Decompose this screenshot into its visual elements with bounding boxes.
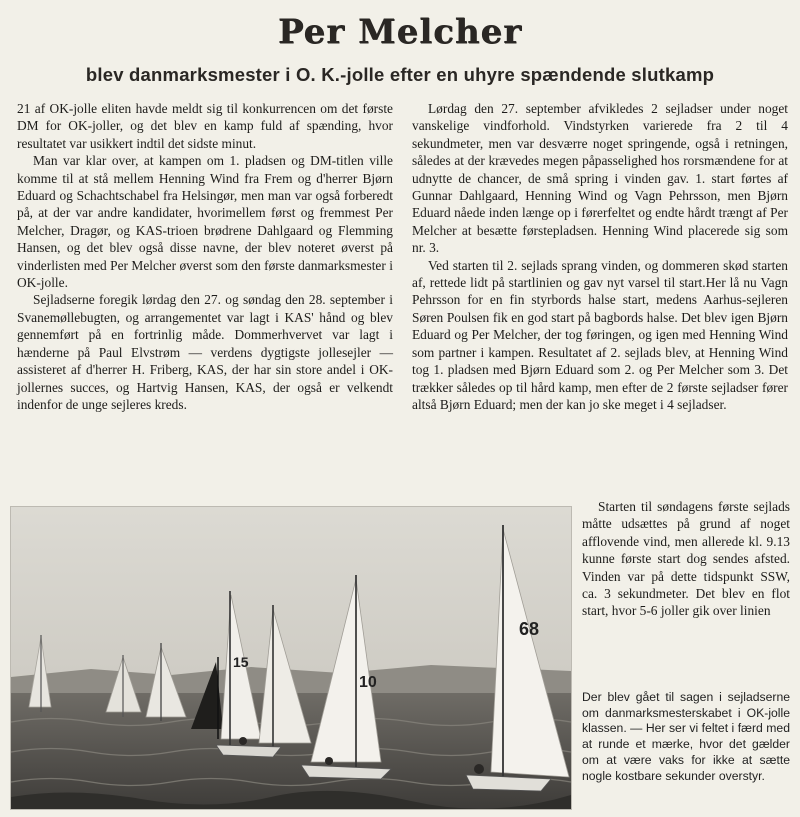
sail-number: 10: [359, 674, 377, 691]
caption-text: Der blev gået til sagen i sejladserne om danmarksmesterskabet i OK-jolle klassen. — Her ser vi feltet i færd med at runde et mærke, hvor det gælder om at være vaks for ikke at sætte nogle kostbare sekunder overstyr.: [582, 690, 790, 783]
article-title: Per Melcher: [277, 12, 523, 52]
article-subtitle: blev danmarksmester i O. K.-jolle efter en uhyre spændende slutkamp: [85, 64, 715, 85]
paragraph: Lørdag den 27. september afvikledes 2 sejladser under noget vanskelige vindforhold. Vindstyrken varierede fra 2 til 4 sekundmeter, men var desværre noget springende, også i retningen, således at der krævedes megen påpasselighed hos rorsmændene for at udnytte de chancer, de små spring i vinden gav. 1. start førtes af Gunnar Dahlgaard, Henning Wind og Vagn Pehrsson, men Bjørn Eduard nåede inden længe op i førerfeltet og endte hårdt trængt af Per Melcher at besætte førstepladsen. Henning Wind placerede sig som nr. 3.: [412, 101, 788, 256]
paragraph: Sejladserne foregik lørdag den 27. og søndag den 28. september i Svanemøllebugten, og arrangementet var lagt i KAS' hånd og blev gennemført på en fortrinlig måde. Dommerhvervet var lagt i hænderne på Paul Elvstrøm — verdens dygtigste jollesejler — assisteret af d'herrer H. Friberg, KAS, der har sin store andel i OK-jollernes succes, og Hartvig Hansen, KAS, der også er velkendt indenfor de unge sejleres kreds.: [17, 292, 393, 412]
sail-number: 15: [233, 654, 249, 670]
sailing-photo: [10, 506, 572, 810]
photo-caption: [582, 690, 790, 784]
paragraph: Starten til søndagens første sejlads måtte udsættes på grund af noget afflovende vind, men allerede kl. 9.13 kunne første start dog sendes afsted. Vinden var på dette tidspunkt SSW, ca. 3 sekundmeter. Det blev en flot start, hvor 5-6 joller gik over linien: [582, 499, 790, 619]
right-narrow-column: [582, 498, 790, 620]
left-column: [17, 100, 393, 413]
right-column: [412, 100, 788, 413]
paragraph: 21 af OK-jolle eliten havde meldt sig til konkurrencen om det første DM for OK-joller, og det blev en kamp fuld af spænding, hvor resultatet var usikkert indtil det sidste minut.: [17, 101, 393, 151]
sail-number: 68: [519, 619, 540, 639]
sailing-photo-illustration: [11, 507, 571, 809]
paragraph: Ved starten til 2. sejlads sprang vinden, og dommeren skød starten af, rettede lidt på startlinien og gav nyt varsel til start.Her lå nu Vagn Pehrsson for en fin styrbords halse start, medens Aarhus-sejleren Søren Poulsen fik en god start på bagbords halse. Det blev igen Bjørn Eduard og Per Melcher, der tog føringen, og igen med Henning Wind som partner i kampen. Resultatet af 2. sejlads blev, at Henning Wind tog 1. pladsen med Bjørn Eduard som 2. og Per Melcher som 3. Det trækker således op til hård kamp, men efter de 2 første sejladser fører altså Bjørn Eduard; men der kan jo ske meget i 4 sejladser.: [412, 257, 788, 412]
paragraph: Man var klar over, at kampen om 1. pladsen og DM-titlen ville komme til at stå mellem Henning Wind fra Frem og d'herrer Bjørn Eduard og Schachtschabel fra Helsingør, men man var også forberedt på, at der var andre kandidater, hvorimellem først og fremmest Per Melcher, Dragør, og KAS-trioen brødrene Dahlgaard og Flemming Hansen, og det blev også disse navne, der blev noteret øverst på vinderlisten med Per Melcher øverst som den første danmarksmester i OK-jolle.: [17, 153, 393, 291]
